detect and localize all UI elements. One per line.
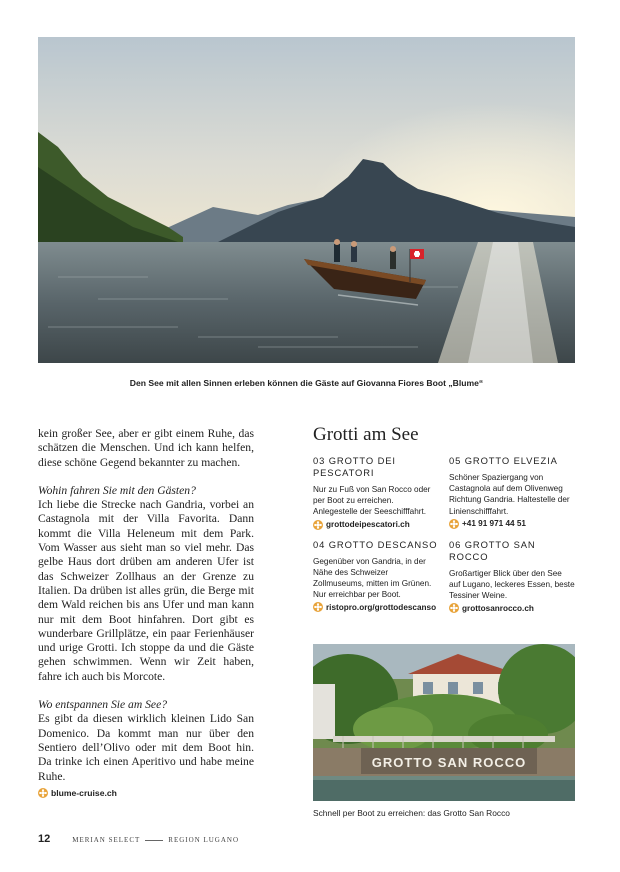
entry-link[interactable] bbox=[313, 602, 439, 612]
page-footer bbox=[38, 833, 239, 845]
entry-link-text[interactable]: ristopro.org/grottodescanso bbox=[326, 602, 437, 612]
flower-icon bbox=[449, 603, 459, 613]
list-item bbox=[313, 539, 439, 614]
magazine-name: MERIAN SELECT bbox=[72, 836, 141, 844]
entry-heading: 06 GROTTO SAN ROCCO bbox=[449, 538, 536, 562]
footer-divider bbox=[145, 840, 163, 841]
grotto-photo-caption: Schnell per Boot zu erreichen: das Grotto San Rocco bbox=[313, 808, 510, 818]
list-item bbox=[313, 455, 439, 530]
flower-icon bbox=[38, 788, 48, 798]
entry-heading: 05 GROTTO ELVEZIA bbox=[449, 455, 558, 466]
grotti-list bbox=[313, 455, 575, 622]
grotto-photo bbox=[313, 644, 575, 801]
entry-link[interactable] bbox=[449, 603, 575, 613]
hero-photo bbox=[38, 37, 575, 363]
page-number: 12 bbox=[38, 833, 51, 845]
footer-credit bbox=[72, 836, 239, 844]
interview-question: Wohin fahren Sie mit den Gästen? bbox=[38, 483, 196, 497]
website-link[interactable] bbox=[38, 786, 254, 800]
section-name: REGION LUGANO bbox=[168, 836, 240, 844]
sidebar-title: Grotti am See bbox=[313, 424, 419, 445]
list-item bbox=[449, 455, 575, 530]
entry-link-text[interactable]: grottodeipescatori.ch bbox=[326, 520, 410, 530]
entry-link-text[interactable]: +41 91 971 44 51 bbox=[462, 519, 526, 529]
hero-caption: Den See mit allen Sinnen erleben können die Gäste auf Giovanna Fiores Boot „Blume“ bbox=[129, 378, 484, 388]
flower-icon bbox=[313, 602, 323, 612]
entry-heading: 04 GROTTO DESCANSO bbox=[313, 538, 438, 550]
interview-question: Wo entspannen Sie am See? bbox=[38, 698, 168, 712]
article-paragraph: kein großer See, aber er gibt einem Ruhe, das schätzen die Menschen. Und ich kann helfen, diese schöne Gegend bekannter zu machen. bbox=[38, 427, 254, 469]
entry-link[interactable] bbox=[449, 519, 575, 529]
grotto-sign-text: GROTTO SAN ROCCO bbox=[371, 755, 527, 770]
entry-description: Großartiger Blick über den See auf Lugano, leckeres Essen, beste Tessiner Weine. bbox=[449, 568, 575, 601]
flower-icon bbox=[313, 520, 323, 530]
lake-boat-illustration bbox=[38, 37, 575, 363]
entry-link-text[interactable]: grottosanrocco.ch bbox=[462, 603, 534, 613]
grotti-sidebar bbox=[313, 424, 575, 622]
article-paragraph: Es gibt da diesen wirklich kleinen Lido San Domenico. Da kommt man nur über den Sentiero dell’Olivo oder mit dem Boot hin. Da trinke ich einen Aperitivo und habe meine Ruhe. bbox=[38, 712, 254, 783]
entry-description: Nur zu Fuß von San Rocco oder per Boot zu erreichen. Anlegestelle der Seeschifffahrt. bbox=[313, 485, 431, 517]
grotto-illustration bbox=[313, 644, 575, 801]
flower-icon bbox=[449, 519, 459, 529]
entry-heading: 03 GROTTO DEI PESCATORI bbox=[313, 455, 396, 478]
article-paragraph: Ich liebe die Strecke nach Gandria, vorbei an Castagnola mit der Villa Favorita. Dann kommt die Villa Heleneum mit dem Park. Vom Wasser aus sieht man so viel mehr. Das gelbe Haus dort drüben am anderen Ufer ist das Schweizer Zollhaus an der Grenze zu Italien. Da drüben ist alles grün, die Berge mit dem Wald reichen bis ans Ufer und man kann nur mit dem Boot hinfahren. Dort gibt es wunderbare Grillplätze, ein paar Ferienhäuser und urige Grotti. Ich stoppe da und die Gäste gehen schwimmen. Wenn wir Zeit haben, fahre ich auch bis Morcote. bbox=[38, 498, 254, 683]
entry-description: Schöner Spaziergang von Castagnola auf dem Olivenweg Richtung Gandria. Haltestelle der Linienschifffahrt. bbox=[449, 473, 570, 516]
website-link-text[interactable]: blume-cruise.ch bbox=[51, 787, 117, 798]
entry-link[interactable] bbox=[313, 520, 439, 530]
list-item bbox=[449, 539, 575, 614]
entry-description: Gegenüber von Gandria, in der Nähe des Schweizer Zollmuseums, mitten im Grünen. Nur erreichbar per Boot. bbox=[313, 556, 432, 600]
article-text bbox=[38, 427, 254, 800]
